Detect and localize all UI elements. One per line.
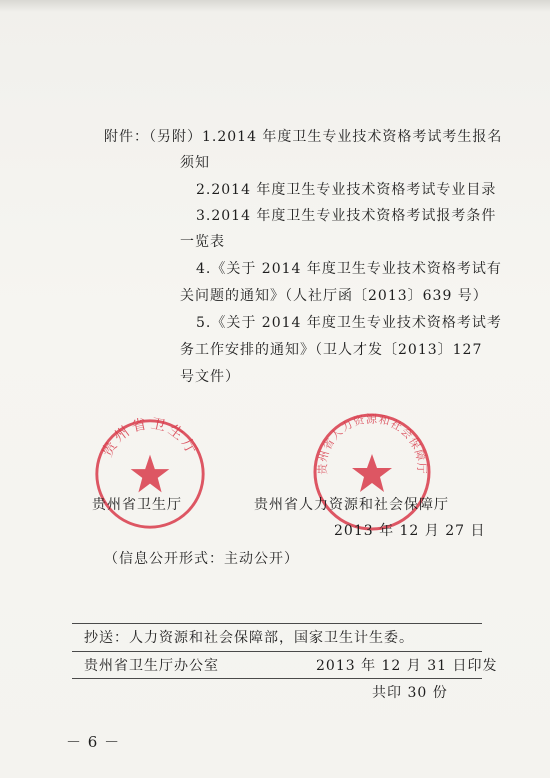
footer-rule-top (72, 623, 482, 624)
disclosure-note: （信息公开形式：主动公开） (104, 551, 299, 567)
attachment-4-line-1: 4.《关于 2014 年度卫生专业技术资格考试有 (196, 261, 502, 277)
attachment-5-line-1: 5.《关于 2014 年度卫生专业技术资格考试考 (196, 315, 502, 331)
cc-recipients: 抄送：人力资源和社会保障部，国家卫生计生委。 (84, 630, 414, 646)
footer-rule-bottom (72, 678, 482, 679)
attachment-4-line-2: 关问题的通知》（人社厅函〔2013〕639 号） (180, 288, 488, 304)
attachment-5-line-2: 务工作安排的通知》（卫人才发〔2013〕127 (180, 342, 483, 358)
attachment-5-line-3: 号文件） (180, 369, 240, 385)
page-number: － 6 － (66, 733, 121, 751)
issuing-office: 贵州省卫生厅办公室 (84, 658, 219, 674)
attachment-3-line-1: 3.2014 年度卫生专业技术资格考试报考条件 (196, 208, 497, 224)
attachment-2: 2.2014 年度卫生专业技术资格考试专业目录 (196, 182, 497, 198)
health-department-seal (92, 416, 208, 532)
issuer-health-department: 贵州省卫生厅 (92, 497, 182, 513)
footer-rule-middle (72, 651, 482, 652)
issue-date: 2013 年 12 月 27 日 (334, 523, 486, 539)
attachments-label: 附件：（另附） (104, 129, 202, 145)
attachment-1-line-1: 1.2014 年度卫生专业技术资格考试考生报名 (202, 129, 503, 145)
print-date: 2013 年 12 月 31 日印发 (316, 658, 498, 674)
svg-text:贵州省卫生厅: 贵州省卫生厅 (99, 416, 201, 460)
issuer-hr-department: 贵州省人力资源和社会保障厅 (254, 497, 449, 513)
copies-printed: 共印 30 份 (372, 685, 448, 701)
attachment-1-line-2: 须知 (180, 155, 210, 171)
svg-text:贵州省人力资源和社会保障厅: 贵州省人力资源和社会保障厅 (315, 412, 429, 475)
attachment-3-line-2: 一览表 (180, 234, 225, 250)
hr-department-seal (310, 410, 434, 534)
